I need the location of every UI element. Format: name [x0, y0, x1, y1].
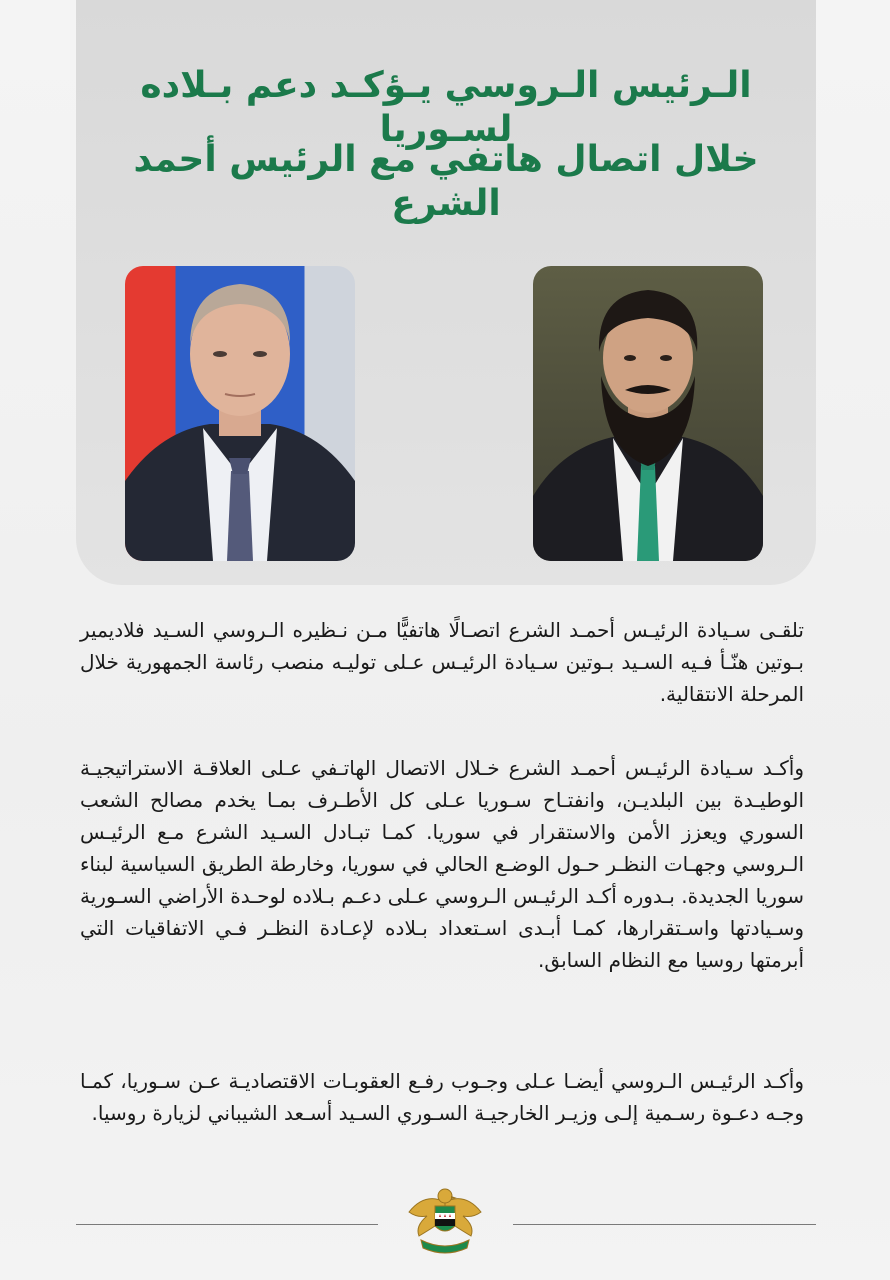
syrian-eagle-emblem-icon: [405, 1182, 485, 1258]
paragraph-3: وأكـد الرئيـس الـروسي أيضـا عـلى وجـوب رفـع العقوبـات الاقتصاديـة عـن سـوريا، كمـا وجـه دعـوة رسـمية إلـى وزيـر الخارجيـة السـوري السـيد أسـعد الشيباني لزيارة روسيا.: [80, 1069, 804, 1125]
footer-divider-right: [513, 1224, 816, 1225]
portrait-left-icon: [125, 266, 355, 561]
paragraph-1: تلقـى سـيادة الرئيـس أحمـد الشرع اتصـالًا هاتفيًّا مـن نـظيره الـروسي السـيد فلاديمير بـوتين هنّـأ فـيه السـيد بـوتين سـيادة الرئيـس عـلى توليـه منصب رئاسة الجمهورية خلال المرحلة الانتقالية.: [80, 618, 804, 706]
headline-line-1: الـرئيس الـروسي يـؤكـد دعم بـلاده لسـوريا: [140, 65, 752, 150]
photo-ahmad-al-sharaa: [533, 266, 763, 561]
paragraph-2: وأكـد سـيادة الرئيـس أحمـد الشرع خـلال الاتصال الهاتـفي عـلى العلاقـة الاستراتيجيـة الوطيـدة بين البلديـن، وانفتـاح سـوريا عـلى كل الأطـرف بمـا يخدم مصالح الشعب السوري ويعزز الأمن والاستقرار في سوريا. كمـا تبـادل السـيد الشرع مـع الرئيـس الـروسي وجهـات النظـر حـول الوضـع الحالي في سوريا، وخارطة الطريق السياسية لبناء سوريا الجديدة. بـدوره أكـد الرئيـس الـروسي عـلى دعـم بـلاده لوحـدة الأراضي السـورية وسـيادتها واسـتقرارها، كمـا أبـدى اسـتعداد بـلاده لإعـادة النظـر فـي الاتفاقيات التي أبرمتها روسيا مع النظام السابق.: [80, 756, 804, 972]
portrait-right-icon: [533, 266, 763, 561]
footer-divider-left: [76, 1224, 378, 1225]
headline-line-2: خلال اتصال هاتفي مع الرئيس أحمد الشرع: [133, 139, 759, 224]
photo-russian-president: [125, 266, 355, 561]
